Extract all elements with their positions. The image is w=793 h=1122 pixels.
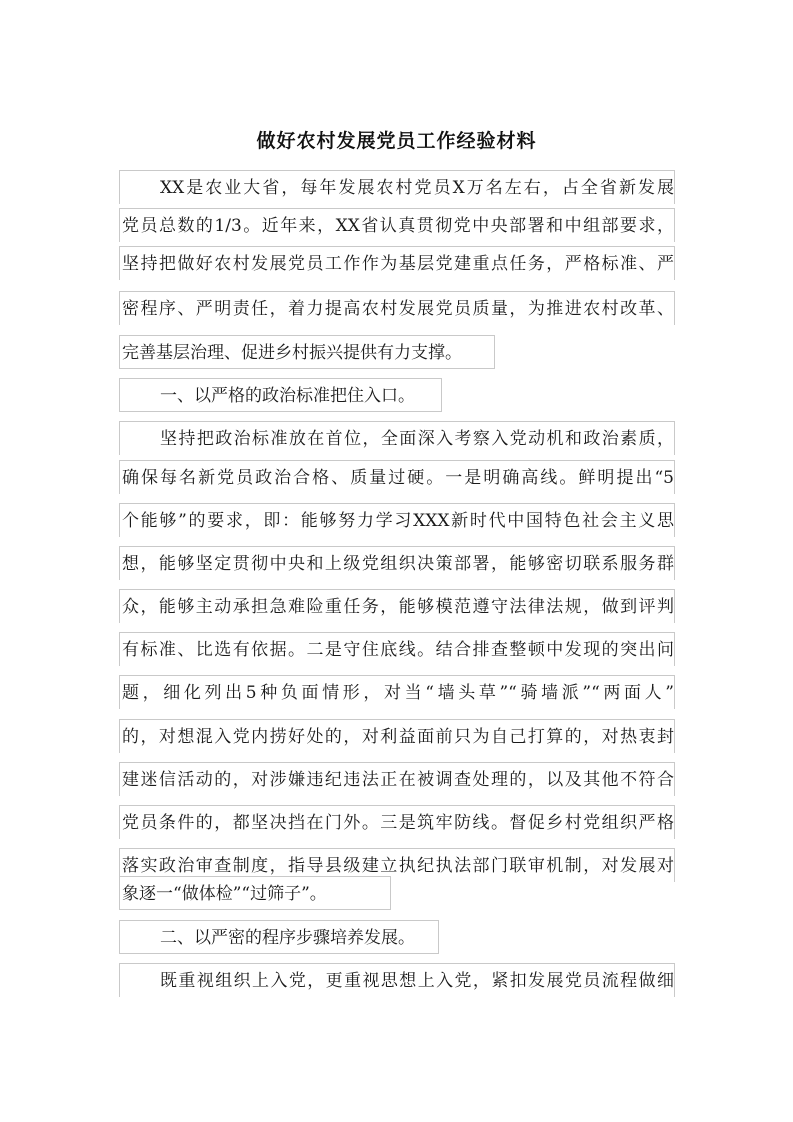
paragraph-2-line-5: 众，能够主动承担急难险重任务，能够模范遵守法律法规，做到评判: [119, 589, 675, 623]
paragraph-2-line-6: 有标准、比选有依据。二是守住底线。结合排查整顿中发现的突出问: [119, 632, 675, 666]
paragraph-2-line-11: 落实政治审查制度，指导县级建立执纪执法部门联审机制，对发展对: [119, 848, 675, 882]
paragraph-1-line-3: 坚持把做好农村发展党员工作作为基层党建重点任务，严格标准、严: [119, 246, 675, 280]
paragraph-2-line-7: 题，细化列出5种负面情形，对当“墙头草”“骑墙派”“两面人”: [119, 675, 675, 709]
paragraph-2-line-10: 党员条件的，都坚决挡在门外。三是筑牢防线。督促乡村党组织严格: [119, 805, 675, 839]
paragraph-2-line-3: 个能够”的要求，即：能够努力学习XXX新时代中国特色社会主义思: [119, 503, 675, 537]
paragraph-1-line-1: XX是农业大省，每年发展农村党员X万名左右，占全省新发展: [119, 170, 675, 204]
paragraph-2-line-8: 的，对想混入党内捞好处的，对利益面前只为自己打算的，对热衷封: [119, 719, 675, 753]
paragraph-2-line-1: 坚持把政治标准放在首位，全面深入考察入党动机和政治素质，: [119, 421, 675, 455]
paragraph-2-line-9: 建迷信活动的，对涉嫌违纪违法正在被调查处理的，以及其他不符合: [119, 762, 675, 796]
document-title: 做好农村发展党员工作经验材料: [256, 130, 537, 152]
section-heading-1: 一、以严格的政治标准把住入口。: [119, 378, 442, 412]
paragraph-1-line-4: 密程序、严明责任，着力提高农村发展党员质量，为推进农村改革、: [119, 291, 675, 325]
paragraph-3-line-1: 既重视组织上入党，更重视思想上入党，紧扣发展党员流程做细: [119, 963, 675, 997]
paragraph-1-line-5: 完善基层治理、促进乡村振兴提供有力支撑。: [119, 335, 495, 369]
paragraph-2-line-2: 确保每名新党员政治合格、质量过硬。一是明确高线。鲜明提出“5: [119, 460, 675, 494]
paragraph-2-line-4: 想，能够坚定贯彻中央和上级党组织决策部署，能够密切联系服务群: [119, 546, 675, 580]
paragraph-1-line-2: 党员总数的1/3。近年来，XX省认真贯彻党中央部署和中组部要求，: [119, 208, 675, 242]
section-heading-2: 二、以严密的程序步骤培养发展。: [119, 920, 439, 954]
paragraph-2-line-12: 象逐一“做体检”“过筛子”。: [119, 876, 391, 910]
